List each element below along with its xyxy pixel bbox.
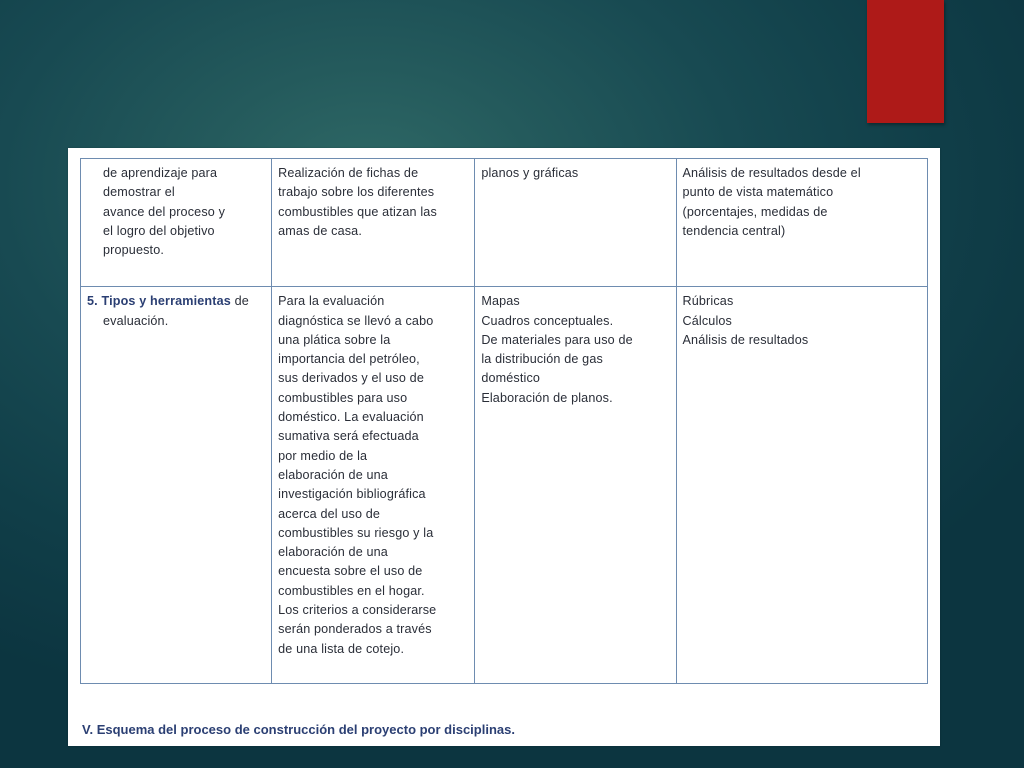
table-cell <box>272 287 475 684</box>
evaluation-table <box>80 158 928 684</box>
table-cell <box>676 287 928 684</box>
section-heading: V. Esquema del proceso de construcción del proyecto por disciplinas. <box>82 722 515 737</box>
red-accent-bar <box>867 0 944 123</box>
table-row <box>81 159 928 287</box>
evaluation-heading <box>87 292 267 331</box>
table-cell <box>676 159 928 287</box>
cell-text: Rúbricas Cálculos Análisis de resultados <box>682 294 809 347</box>
table-row <box>81 287 928 684</box>
table-cell <box>81 287 272 684</box>
cell-text: Realización de fichas de trabajo sobre los diferentes combustibles que atizan las amas de casa. <box>278 166 437 238</box>
table-cell <box>475 159 676 287</box>
table-cell <box>81 159 272 287</box>
cell-text: Mapas Cuadros conceptuales. De materiales para uso de la distribución de gas doméstico Elaboración de planos. <box>481 294 633 405</box>
heading-rest-text: de evaluación. <box>103 294 249 328</box>
table-cell <box>475 287 676 684</box>
heading-number: 5. <box>87 294 98 309</box>
cell-text: planos y gráficas <box>481 166 579 180</box>
cell-text: Análisis de resultados desde el punto de vista matemático (porcentajes, medidas de tendencia central) <box>682 166 861 238</box>
cell-text: de aprendizaje para demostrar el avance del proceso y el logro del objetivo propuesto. <box>103 166 226 258</box>
table-cell <box>272 159 475 287</box>
heading-bold-text: Tipos y herramientas <box>101 294 231 309</box>
document-image <box>68 148 940 746</box>
cell-text: Para la evaluación diagnóstica se llevó a cabo una plática sobre la importancia del petróleo, sus derivados y el uso de combustibles para uso doméstico. La evaluación sumativa será efectuada por medio de la elaboración de una investigación bibliográfica acerca del uso de combustibles su riesgo y la elaboración de una encuesta sobre el uso de combustibles en el hogar. Los criterios a considerarse serán ponderados a través de una lista de cotejo. <box>278 294 437 656</box>
